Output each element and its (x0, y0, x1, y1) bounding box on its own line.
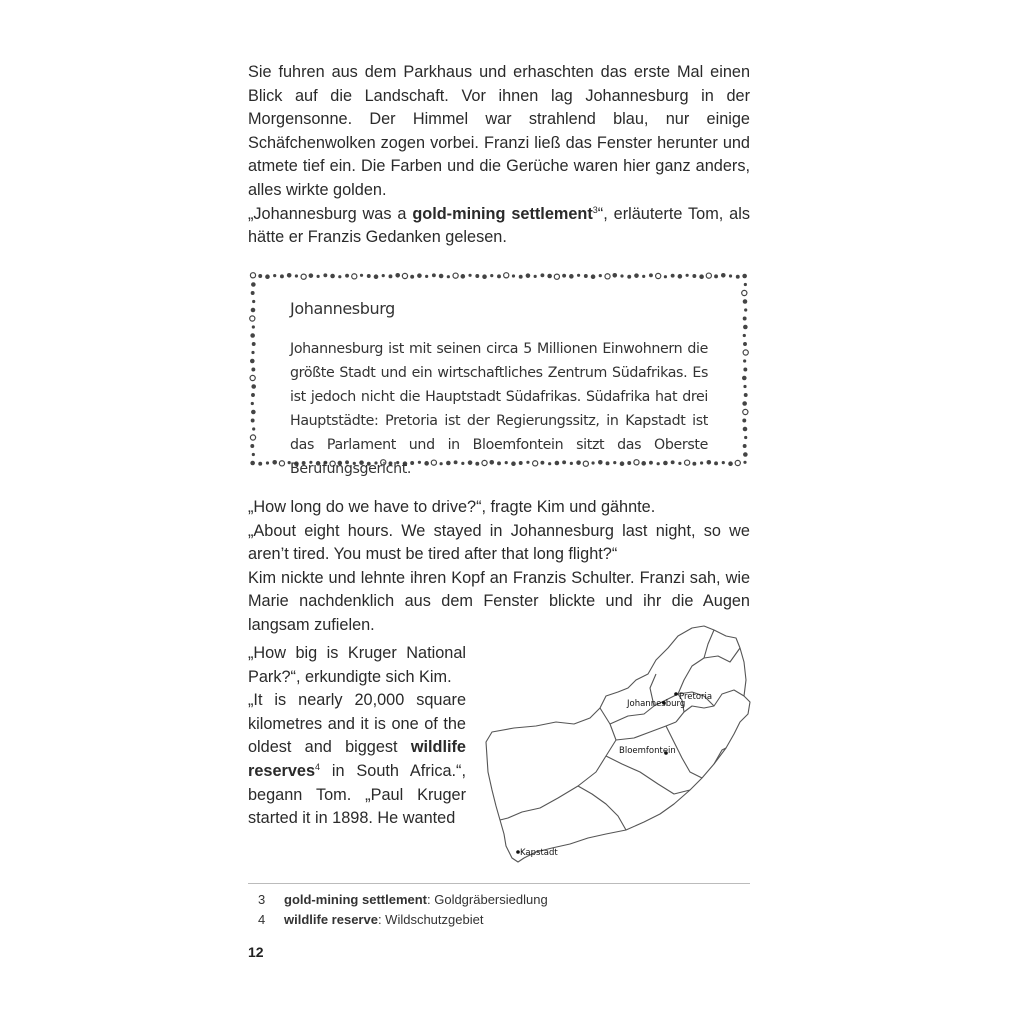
border-dot (352, 274, 357, 279)
border-dot (273, 274, 276, 277)
border-dot (743, 444, 747, 448)
border-dot (605, 274, 610, 279)
footnote-text (276, 910, 483, 930)
footnote-number: 4 (258, 912, 266, 927)
info-box-body: Johannesburg ist mit seinen circa 5 Millionen Einwohnern die größte Stadt und ein wirtschaftliches Zentrum Südafrikas. Es ist jedoch nicht die Hauptstadt Südafrikas. Südafrika hat drei Hauptstädte: Pretoria ist der Regierungssitz, in Kapstadt ist das Parlament und in Bloemfontein sitzt das Oberste Berufungsgericht. (290, 341, 708, 477)
label-kapstadt: Kapstadt (520, 848, 558, 858)
border-dot (742, 274, 747, 279)
label-johannesburg: Johannesburg (627, 699, 686, 709)
border-dot (252, 300, 255, 303)
border-dot (251, 384, 256, 389)
border-dot (251, 368, 255, 372)
border-dot (250, 435, 255, 440)
border-dot (678, 274, 683, 279)
border-dot (743, 368, 747, 372)
border-dot (439, 274, 444, 279)
border-dot (743, 427, 748, 432)
border-dot (612, 273, 617, 278)
border-dot (743, 334, 746, 337)
border-dot (338, 275, 341, 278)
border-dot (374, 274, 379, 279)
border-dot (425, 275, 428, 278)
label-pretoria: Pretoria (679, 692, 713, 702)
footnote-ref: 4 (315, 761, 321, 772)
border-dot (634, 273, 639, 278)
border-dot (317, 275, 320, 278)
label-bloemfontein: Bloemfontein (619, 746, 676, 756)
border-dot (736, 275, 740, 279)
south-africa-map (478, 622, 760, 866)
border-dot (591, 274, 596, 279)
border-dot (519, 275, 523, 279)
border-dot (482, 274, 487, 279)
border-dot (461, 274, 466, 279)
border-dot (272, 460, 277, 465)
border-dot (301, 274, 306, 279)
text: in South Africa.“, begann Tom. „Paul Kruger started it in 1898. He wanted (248, 761, 466, 828)
border-dot (497, 274, 501, 278)
border-dot (714, 461, 718, 465)
border-dot (627, 275, 631, 279)
border-dot (279, 461, 284, 466)
border-dot (475, 274, 479, 278)
paragraph: Kim nickte und lehnte ihren Kopf an Franzis Schulter. Franzi sah, wie Marie nachdenklich aus dem Fenster blickte und ihr die Augen langsam zufielen. (248, 568, 750, 634)
border-dot (692, 274, 696, 278)
middle-text-block (248, 496, 750, 638)
border-dot (266, 461, 269, 464)
border-dot (620, 274, 623, 277)
border-dot (642, 275, 645, 278)
border-dot (512, 274, 515, 277)
border-dot (402, 273, 407, 278)
border-dot (251, 282, 256, 287)
border-dot (389, 274, 393, 278)
border-dot (706, 273, 711, 278)
border-dot (417, 273, 422, 278)
border-dot (743, 452, 748, 457)
border-dot (252, 325, 255, 328)
border-dot (287, 273, 292, 278)
border-dot (252, 453, 255, 456)
border-dot (250, 333, 255, 338)
border-dot (251, 351, 254, 354)
footnotes (248, 883, 750, 930)
quote-text: „Johannesburg was a (248, 204, 413, 223)
border-dot (562, 274, 566, 278)
border-dot (251, 410, 256, 415)
border-dot (280, 274, 284, 278)
border-dot (540, 273, 544, 277)
footnote-term: wildlife reserve (284, 912, 378, 927)
quote-text: “, erläuterte Tom, als hätte er Franzis Gedanken gelesen. (248, 204, 750, 247)
border-dot (367, 274, 371, 278)
border-dot (649, 273, 653, 277)
border-dot (577, 274, 580, 277)
paragraph: Sie fuhren aus dem Parkhaus und erhaschten das erste Mal einen Blick auf die Landschaft. Vor ihnen lag Johannesburg in der Morgensonne. Der Himmel war strahlend blau, nur einige Schäfchenwolken zogen vorbei. Franzi ließ das Fenster herunter und atmete tief ein. Die Farben und die Gerüche waren hier ganz anders, alles wirkte golden. (248, 63, 750, 199)
border-dot (309, 273, 314, 278)
border-dot (250, 461, 255, 466)
border-dot (345, 274, 349, 278)
border-dot (250, 444, 254, 448)
border-dot (743, 385, 746, 388)
border-dot (722, 461, 725, 464)
border-dot (252, 427, 255, 430)
paragraph: „About eight hours. We stayed in Johannesburg last night, so we aren’t tired. You must be tired after that long flight?“ (248, 521, 750, 564)
border-dot (714, 274, 718, 278)
border-dot (382, 274, 385, 277)
footnote-definition: : Wildschutzgebiet (377, 912, 484, 927)
border-dot (744, 393, 748, 397)
paragraph-tom-quote (248, 203, 750, 250)
border-dot (584, 274, 588, 278)
border-dot (526, 273, 531, 278)
border-dot (432, 273, 436, 277)
border-dot (744, 436, 747, 439)
bold-term: wildlife reserves (248, 738, 466, 780)
bold-term: gold-mining settlement (412, 204, 593, 223)
border-dot (721, 273, 726, 278)
border-dot (360, 274, 363, 277)
border-dot (744, 283, 747, 286)
paragraph: „How long do we have to drive?“, fragte Kim und gähnte. (248, 498, 656, 516)
border-dot (664, 275, 667, 278)
border-dot (251, 402, 254, 405)
paragraph: „How big is Kruger National Park?“, erkundigte sich Kim. (248, 644, 466, 686)
border-dot (251, 419, 255, 423)
border-dot (265, 274, 270, 279)
border-dot (656, 273, 661, 278)
border-dot (251, 308, 256, 313)
footnote (248, 910, 750, 930)
border-dot (735, 460, 740, 465)
border-dot (250, 273, 255, 278)
border-dot (250, 359, 255, 364)
border-dot (744, 308, 747, 311)
paragraph (248, 689, 466, 831)
border-dot (729, 274, 732, 277)
border-dot (742, 290, 747, 295)
border-dot (743, 317, 747, 321)
border-dot (743, 350, 748, 355)
narrow-text-block (248, 642, 466, 831)
border-dot (295, 274, 298, 277)
border-dot (728, 461, 733, 466)
border-dot (453, 273, 458, 278)
footnote-number: 3 (258, 892, 266, 907)
border-dot (599, 274, 602, 277)
border-dot (699, 274, 704, 279)
footnote-definition: : Goldgräbersiedlung (427, 892, 548, 907)
border-dot (743, 359, 746, 362)
border-dot (490, 274, 493, 277)
border-dot (743, 299, 748, 304)
border-dot (743, 342, 747, 346)
border-dot (504, 273, 509, 278)
border-dot (252, 342, 256, 346)
border-dot (534, 275, 537, 278)
footnote-term: gold-mining settlement (284, 892, 427, 907)
border-dot (258, 274, 262, 278)
border-dot (330, 274, 335, 279)
border-dot (671, 274, 675, 278)
border-dot (250, 316, 255, 321)
border-dot (742, 376, 747, 381)
map-outline (486, 626, 750, 862)
border-dot (742, 401, 747, 406)
border-dot (323, 273, 327, 277)
border-dot (742, 419, 746, 423)
footnote (248, 890, 750, 910)
border-dot (743, 409, 748, 414)
border-dot (410, 275, 414, 279)
text: „It is nearly 20,000 square kilometres and it is one of the oldest and biggest (248, 691, 466, 757)
page-number: 12 (248, 944, 264, 960)
border-dot (569, 274, 574, 279)
top-text-block (248, 61, 750, 250)
border-dot (447, 275, 450, 278)
footnote-text (276, 890, 548, 910)
footnote-ref: 3 (592, 204, 598, 215)
border-dot (743, 325, 748, 330)
border-dot (258, 462, 262, 466)
border-dot (251, 291, 255, 295)
border-dot (743, 461, 746, 464)
border-dot (554, 274, 559, 279)
border-dot (251, 393, 255, 397)
info-box (248, 271, 750, 477)
border-dot (468, 274, 471, 277)
border-dot (395, 273, 400, 278)
border-dot (250, 375, 255, 380)
border-dot (547, 274, 552, 279)
info-box-title: Johannesburg (290, 299, 395, 318)
border-dot (686, 274, 689, 277)
city-marker (674, 692, 678, 696)
